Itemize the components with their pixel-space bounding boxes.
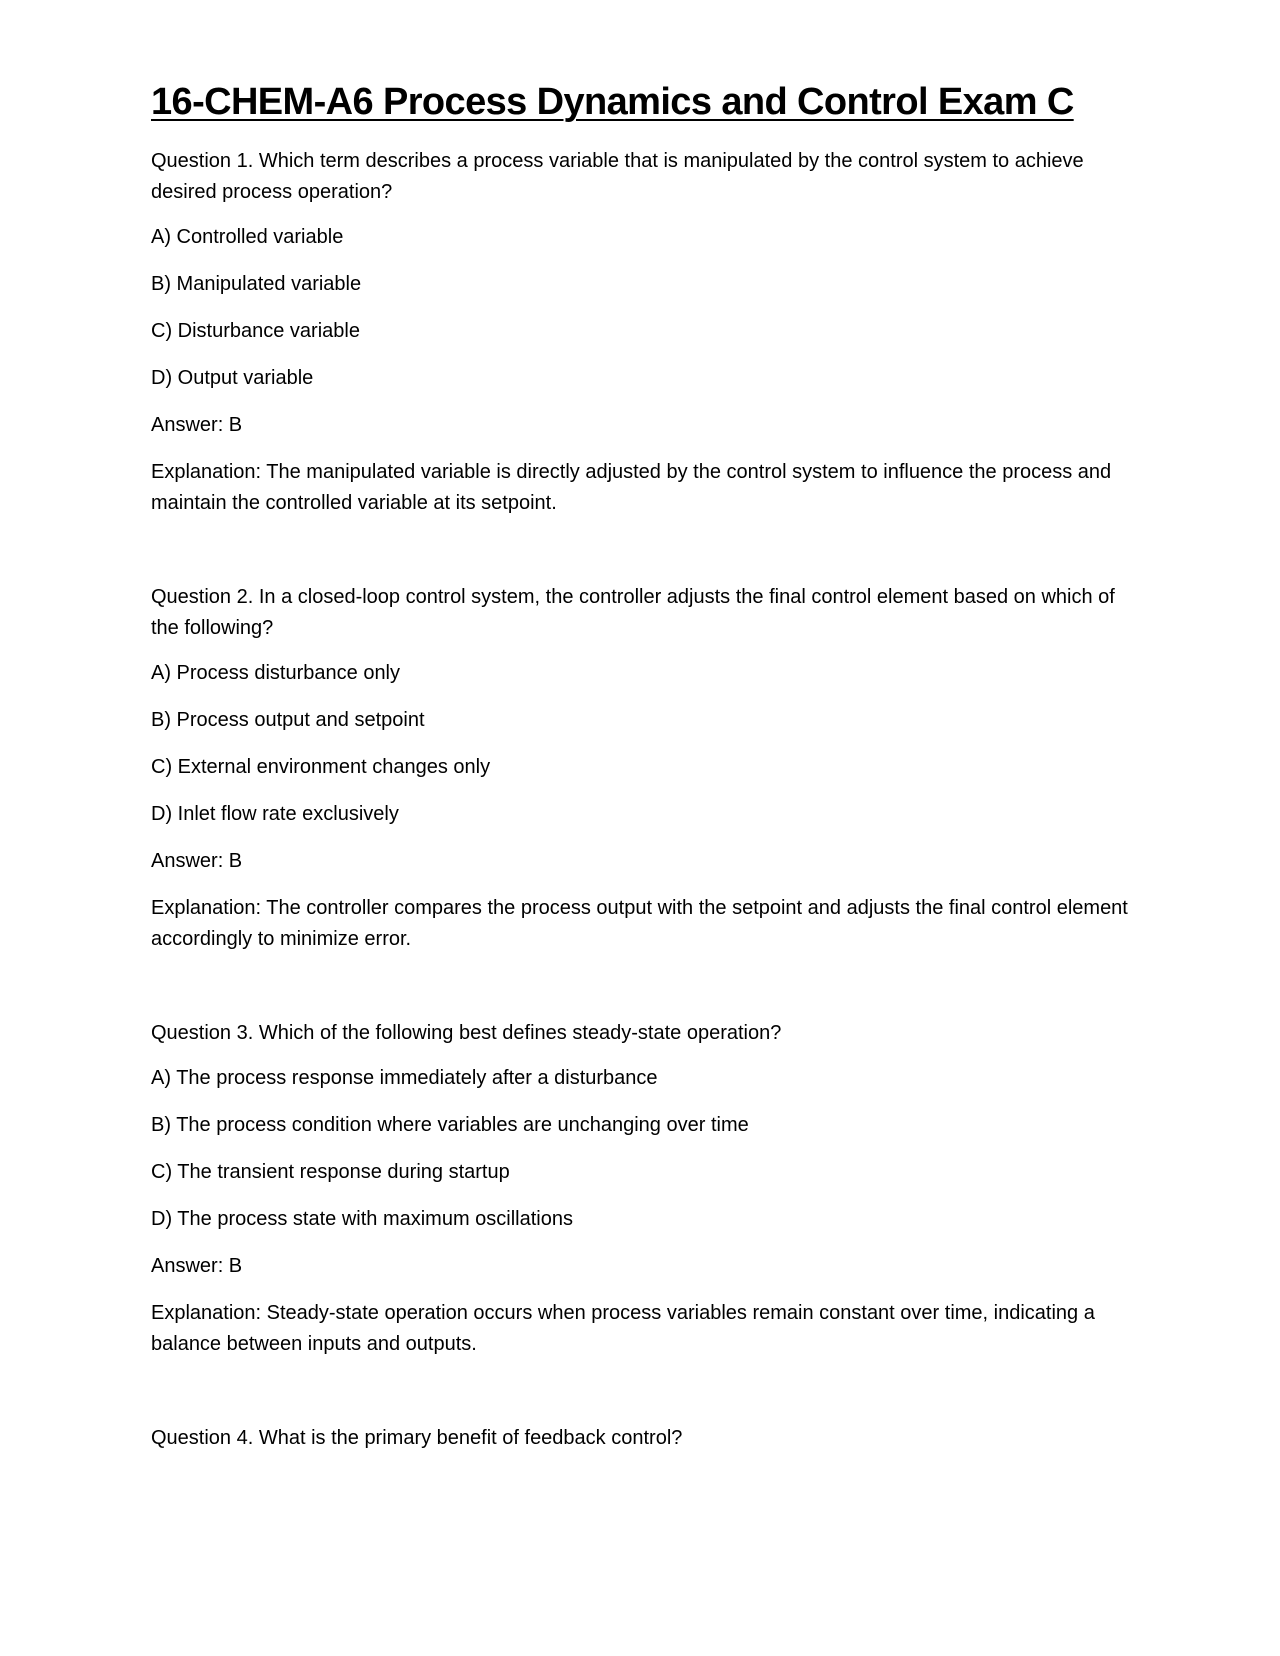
- question-text: Question 4. What is the primary benefit of feedback control?: [151, 1427, 683, 1449]
- question-1: [151, 146, 1131, 519]
- option-d: D) Inlet flow rate exclusively: [151, 803, 399, 825]
- explanation: Explanation: Steady-state operation occurs when process variables remain constant over time, indicating a balance between inputs and outputs.: [151, 1302, 1095, 1355]
- question-text: Question 1. Which term describes a process variable that is manipulated by the control system to achieve desired process operation?: [151, 150, 1084, 203]
- answer: Answer: B: [151, 414, 243, 436]
- spacer: [151, 955, 1131, 1018]
- question-4: [151, 1423, 1131, 1454]
- explanation: Explanation: The manipulated variable is directly adjusted by the control system to influence the process and maintain the controlled variable at its setpoint.: [151, 461, 1112, 514]
- question-text: Question 2. In a closed-loop control system, the controller adjusts the final control element based on which of the following?: [151, 586, 1115, 639]
- option-b: B) The process condition where variables are unchanging over time: [151, 1114, 749, 1136]
- option-a: A) The process response immediately after a disturbance: [151, 1067, 658, 1089]
- document-page: [151, 78, 1131, 1468]
- explanation: Explanation: The controller compares the process output with the setpoint and adjusts the final control element accordingly to minimize error.: [151, 897, 1128, 950]
- spacer: [151, 519, 1131, 582]
- question-3: [151, 1018, 1131, 1360]
- question-text: Question 3. Which of the following best defines steady-state operation?: [151, 1022, 782, 1044]
- option-c: C) The transient response during startup: [151, 1161, 510, 1183]
- option-b: B) Process output and setpoint: [151, 709, 425, 731]
- option-d: D) The process state with maximum oscillations: [151, 1208, 573, 1230]
- answer: Answer: B: [151, 1255, 243, 1277]
- option-a: A) Controlled variable: [151, 226, 344, 248]
- option-c: C) Disturbance variable: [151, 320, 360, 342]
- spacer: [151, 1360, 1131, 1423]
- option-c: C) External environment changes only: [151, 756, 491, 778]
- answer: Answer: B: [151, 850, 243, 872]
- document-title: 16-CHEM-A6 Process Dynamics and Control Exam C: [151, 81, 1074, 123]
- option-a: A) Process disturbance only: [151, 662, 401, 684]
- question-2: [151, 582, 1131, 955]
- option-b: B) Manipulated variable: [151, 273, 362, 295]
- option-d: D) Output variable: [151, 367, 314, 389]
